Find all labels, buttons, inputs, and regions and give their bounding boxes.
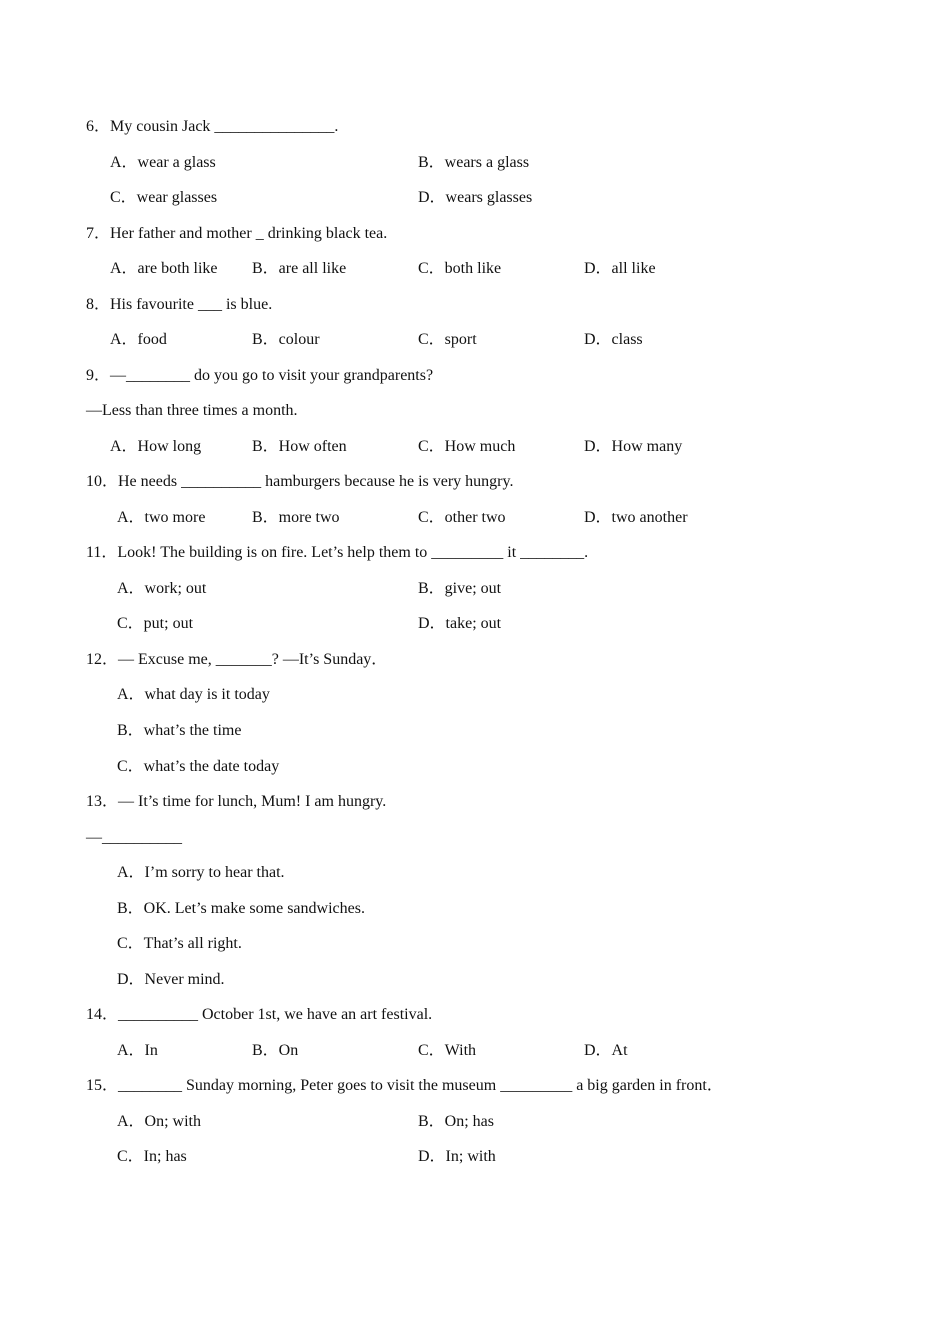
question-13-option-d[interactable]: D．Never mind.	[117, 971, 225, 988]
question-13-option-a[interactable]: A．I’m sorry to hear that.	[117, 864, 285, 881]
question-11-stem: 11．Look! The building is on fire. Let’s help them to _________ it ________.	[86, 544, 589, 561]
question-12-option-a[interactable]: A．what day is it today	[117, 686, 270, 703]
question-7-stem: 7．Her father and mother _ drinking black tea.	[86, 225, 388, 242]
question-9-stem: 9．—________ do you go to visit your grandparents?	[86, 367, 434, 384]
question-13-stem: 13．— It’s time for lunch, Mum! I am hungry.	[86, 793, 387, 810]
question-15-stem: 15．________ Sunday morning, Peter goes to visit the museum _________ a big garden in front．	[86, 1077, 723, 1094]
question-14-option-d[interactable]: D．At	[584, 1042, 628, 1059]
question-7-option-a[interactable]: A．are both like	[110, 260, 218, 277]
question-7-option-c[interactable]: C．both like	[418, 260, 502, 277]
question-9-option-a[interactable]: A．How long	[110, 438, 202, 455]
question-15-option-a[interactable]: A．On; with	[117, 1113, 202, 1130]
question-8-option-d[interactable]: D．class	[584, 331, 643, 348]
question-14-option-c[interactable]: C．With	[418, 1042, 477, 1059]
question-15-option-b[interactable]: B．On; has	[418, 1113, 495, 1130]
question-8-option-a[interactable]: A．food	[110, 331, 167, 348]
question-11-option-c[interactable]: C．put; out	[117, 615, 194, 632]
question-8-option-c[interactable]: C．sport	[418, 331, 477, 348]
question-9-option-b[interactable]: B．How often	[252, 438, 347, 455]
question-13-response: —__________	[86, 829, 182, 846]
question-12-option-c[interactable]: C．what’s the date today	[117, 758, 280, 775]
question-6-option-a[interactable]: A．wear a glass	[110, 154, 216, 171]
question-8-stem: 8．His favourite ___ is blue.	[86, 296, 273, 313]
question-10-option-a[interactable]: A．two more	[117, 509, 206, 526]
question-9-option-c[interactable]: C．How much	[418, 438, 516, 455]
question-9-response: —Less than three times a month.	[86, 402, 298, 419]
question-14-option-a[interactable]: A．In	[117, 1042, 158, 1059]
question-11-option-b[interactable]: B．give; out	[418, 580, 502, 597]
question-10-option-b[interactable]: B．more two	[252, 509, 340, 526]
question-10-option-d[interactable]: D．two another	[584, 509, 688, 526]
question-12-option-b[interactable]: B．what’s the time	[117, 722, 242, 739]
question-8-option-b[interactable]: B．colour	[252, 331, 320, 348]
question-7-option-b[interactable]: B．are all like	[252, 260, 347, 277]
question-13-option-b[interactable]: B．OK. Let’s make some sandwiches.	[117, 900, 365, 917]
question-9-option-d[interactable]: D．How many	[584, 438, 683, 455]
question-12-stem: 12．— Excuse me, _______? —It’s Sunday．	[86, 651, 388, 668]
question-11-option-d[interactable]: D．take; out	[418, 615, 502, 632]
question-11-option-a[interactable]: A．work; out	[117, 580, 207, 597]
question-10-option-c[interactable]: C．other two	[418, 509, 506, 526]
question-6-option-b[interactable]: B．wears a glass	[418, 154, 530, 171]
question-14-option-b[interactable]: B．On	[252, 1042, 299, 1059]
question-10-stem: 10．He needs __________ hamburgers because he is very hungry.	[86, 473, 514, 490]
question-6-option-d[interactable]: D．wears glasses	[418, 189, 533, 206]
question-6-option-c[interactable]: C．wear glasses	[110, 189, 218, 206]
question-7-option-d[interactable]: D．all like	[584, 260, 656, 277]
question-14-stem: 14．__________ October 1st, we have an art festival.	[86, 1006, 433, 1023]
question-15-option-c[interactable]: C．In; has	[117, 1148, 187, 1165]
question-13-option-c[interactable]: C．That’s all right.	[117, 935, 242, 952]
question-15-option-d[interactable]: D．In; with	[418, 1148, 496, 1165]
question-6-stem: 6．My cousin Jack _______________.	[86, 118, 339, 135]
